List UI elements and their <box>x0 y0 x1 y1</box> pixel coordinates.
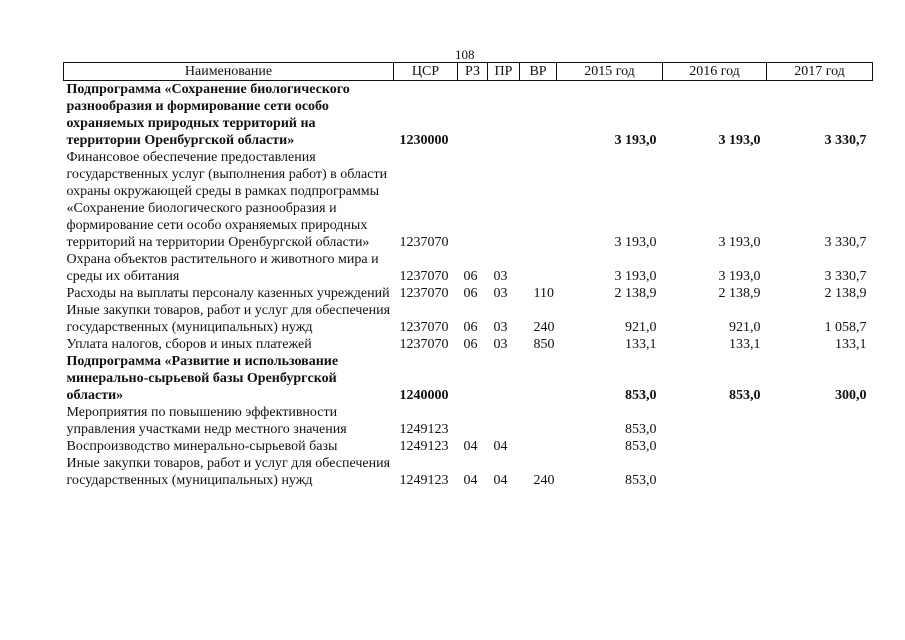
row-rz: 06 <box>463 337 478 352</box>
row-2016: 3 193,0 <box>718 235 761 250</box>
row-2017: 133,1 <box>835 337 867 352</box>
row-2016: 3 193,0 <box>718 133 761 148</box>
row-2015: 853,0 <box>625 388 657 403</box>
row-rz <box>458 81 488 150</box>
row-vr: 240 <box>533 473 555 488</box>
table-body <box>64 81 873 490</box>
row-2015: 2 138,9 <box>614 286 657 301</box>
row-vr <box>520 251 557 285</box>
row-name: Расходы на выплаты персоналу казенных учреждений <box>66 286 390 301</box>
row-2015: 3 193,0 <box>614 269 657 284</box>
row-name: Охрана объектов растительного и животного мира и среды их обитания <box>66 252 379 284</box>
row-2016: 3 193,0 <box>718 269 761 284</box>
row-name: Подпрограмма «Развитие и использование минерально-сырьевой базы Оренбургской области» <box>66 354 339 403</box>
row-vr <box>520 149 557 251</box>
row-vr: 240 <box>533 320 555 335</box>
row-csr: 1249123 <box>399 439 449 454</box>
table-row <box>64 302 873 336</box>
table-header-row <box>64 63 873 81</box>
table-row <box>64 336 873 353</box>
row-2016: 133,1 <box>729 337 761 352</box>
table-row <box>64 81 873 150</box>
header-csr: ЦСР <box>394 63 458 81</box>
row-2016: 921,0 <box>729 320 761 335</box>
row-2016 <box>663 438 767 455</box>
row-pr <box>488 353 520 404</box>
row-2016: 853,0 <box>729 388 761 403</box>
table-row <box>64 251 873 285</box>
row-pr <box>488 81 520 150</box>
row-pr: 04 <box>493 473 508 488</box>
header-2017: 2017 год <box>767 63 873 81</box>
row-csr: 1249123 <box>399 473 449 488</box>
row-2017 <box>767 404 873 438</box>
header-pr: ПР <box>488 63 520 81</box>
row-2017: 3 330,7 <box>824 133 867 148</box>
row-name: Иные закупки товаров, работ и услуг для обеспечения государственных (муниципальных) нужд <box>66 303 391 335</box>
header-vr: ВР <box>520 63 557 81</box>
row-2017: 2 138,9 <box>824 286 867 301</box>
row-rz: 06 <box>463 269 478 284</box>
header-2015: 2015 год <box>557 63 663 81</box>
row-name: Финансовое обеспечение предоставления государственных услуг (выполнения работ) в области охраны окружающей среды в рамках подпрограммы «Сохранение биологического разнообразия и формирование сети особо охраняемых природных территорий на территории Оренбургской области» <box>66 150 388 250</box>
row-pr: 03 <box>493 320 508 335</box>
row-csr: 1237070 <box>399 286 449 301</box>
table-row <box>64 285 873 302</box>
row-csr: 1237070 <box>399 235 449 250</box>
row-csr: 1240000 <box>399 388 449 403</box>
row-csr: 1230000 <box>399 133 449 148</box>
row-rz <box>458 404 488 438</box>
row-pr: 03 <box>493 337 508 352</box>
row-pr <box>488 149 520 251</box>
header-rz: РЗ <box>458 63 488 81</box>
row-vr <box>520 81 557 150</box>
row-vr: 110 <box>533 286 554 301</box>
row-rz <box>458 149 488 251</box>
header-2016: 2016 год <box>663 63 767 81</box>
row-pr: 04 <box>493 439 508 454</box>
table-row <box>64 455 873 489</box>
row-vr <box>520 353 557 404</box>
row-vr <box>520 404 557 438</box>
row-2015: 921,0 <box>625 320 657 335</box>
row-rz <box>458 353 488 404</box>
row-2017: 3 330,7 <box>824 235 867 250</box>
page-number: 108 <box>455 47 475 62</box>
row-2015: 853,0 <box>625 473 657 488</box>
row-vr: 850 <box>533 337 555 352</box>
row-name: Воспроизводство минерально-сырьевой базы <box>66 439 338 454</box>
row-rz: 04 <box>463 439 478 454</box>
row-name: Подпрограмма «Сохранение биологического разнообразия и формирование сети особо охраняемых природных территорий на территории Оренбургской области» <box>66 82 350 148</box>
row-rz: 04 <box>463 473 478 488</box>
row-2017: 1 058,7 <box>824 320 867 335</box>
row-2015: 853,0 <box>625 422 657 437</box>
row-csr: 1249123 <box>399 422 449 437</box>
row-csr: 1237070 <box>399 269 449 284</box>
row-2015: 853,0 <box>625 439 657 454</box>
row-csr: 1237070 <box>399 320 449 335</box>
row-vr <box>520 438 557 455</box>
row-2015: 133,1 <box>625 337 657 352</box>
row-2016 <box>663 455 767 489</box>
row-name: Уплата налогов, сборов и иных платежей <box>66 337 312 352</box>
table-row <box>64 149 873 251</box>
row-pr: 03 <box>493 269 508 284</box>
header-name: Наименование <box>64 63 394 81</box>
row-2017: 300,0 <box>835 388 867 403</box>
table-row <box>64 404 873 438</box>
table-row <box>64 438 873 455</box>
table-row <box>64 353 873 404</box>
row-rz: 06 <box>463 320 478 335</box>
row-name: Иные закупки товаров, работ и услуг для обеспечения государственных (муниципальных) нужд <box>66 456 391 488</box>
row-rz: 06 <box>463 286 478 301</box>
row-2015: 3 193,0 <box>614 133 657 148</box>
row-csr: 1237070 <box>399 337 449 352</box>
row-2017 <box>767 438 873 455</box>
row-pr <box>488 404 520 438</box>
row-2016: 2 138,9 <box>718 286 761 301</box>
row-2015: 3 193,0 <box>614 235 657 250</box>
row-name: Мероприятия по повышению эффективности управления участками недр местного значения <box>66 405 347 437</box>
row-2016 <box>663 404 767 438</box>
row-2017: 3 330,7 <box>824 269 867 284</box>
budget-table <box>63 62 873 489</box>
row-pr: 03 <box>493 286 508 301</box>
row-2017 <box>767 455 873 489</box>
